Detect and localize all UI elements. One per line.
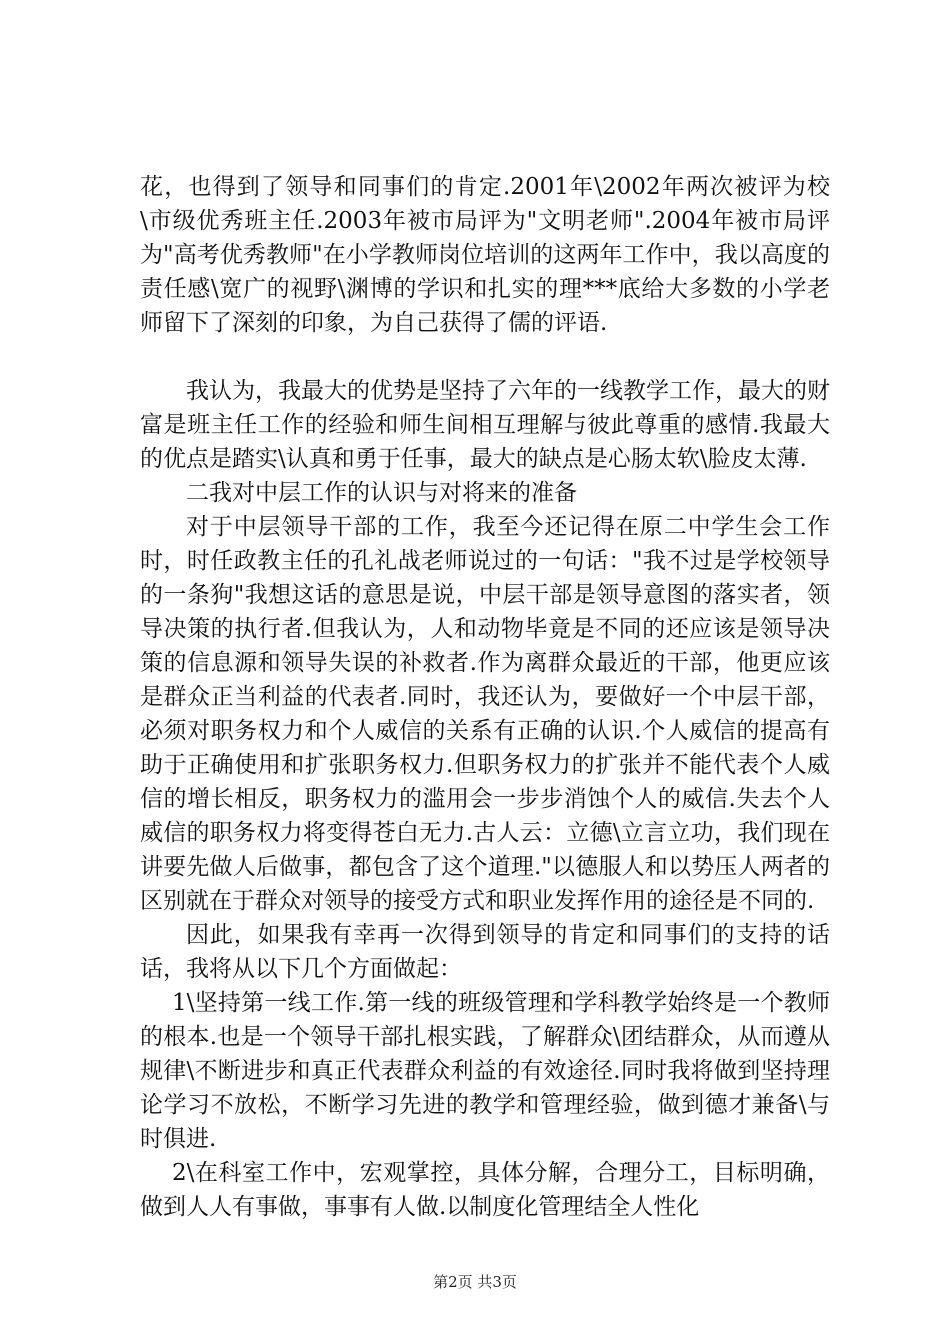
document-body bbox=[140, 170, 830, 1224]
paragraph-therefore: 因此，如果我有幸再一次得到领导的肯定和同事们的支持的话话，我将从以下几个方面做起： bbox=[140, 922, 830, 982]
paragraph-middle-management: 对于中层领导干部的工作，我至今还记得在原二中学生会工作时，时任政教主任的孔礼战老师说过的一句话："我不过是学校领导的一条狗"我想这话的意思是说，中层干部是领导意图的落实者，领导决策的执行者.但我认为，人和动物毕竟是不同的还应该是领导决策的信息源和领导失误的补救者.作为离群众最近的干部，他更应该是群众正当利益的代表者.同时，我还认为，要做好一个中层干部，必须对职务权力和个人威信的关系有正确的认识.个人威信的提高有助于正确使用和扩张职务权力.但职务权力的扩张并不能代表个人威信的增长相反，职务权力的滥用会一步步消蚀个人的威信.失去个人威信的职务权力将变得苍白无力.古人云：立德\立言立功，我们现在讲要先做人后做事，都包含了这个道理."以德服人和以势压人两者的区别就在于群众对领导的接受方式和职业发挥作用的途径是不同的. bbox=[140, 514, 830, 914]
page-number-footer: 第2页 共3页 bbox=[433, 1273, 517, 1291]
paragraph-continuation: 花，也得到了领导和同事们的肯定.2001年\2002年两次被评为校\市级优秀班主任.2003年被市局评为"文明老师".2004年被市局评为"高考优秀教师"在小学教师岗位培训的这两年工作中，我以高度的责任感\宽广的视野\渊博的学识和扎实的理***底给大多数的小学老师留下了深刻的印象，为自己获得了儒的评语. bbox=[140, 174, 830, 336]
list-item-2: 2\在科室工作中，宏观掌控，具体分解，合理分工，目标明确，做到人人有事做，事事有人做.以制度化管理结全人性化 bbox=[140, 1160, 830, 1220]
paragraph-strengths: 我认为，我最大的优势是坚持了六年的一线教学工作，最大的财富是班主任工作的经验和师生间相互理解与彼此尊重的感情.我最大的优点是踏实\认真和勇于任事，最大的缺点是心肠太软\脸皮太薄. bbox=[140, 378, 830, 472]
section-heading: 二我对中层工作的认识与对将来的准备 bbox=[186, 480, 577, 506]
list-item-1: 1\坚持第一线工作.第一线的班级管理和学科教学始终是一个教师的根本.也是一个领导干部扎根实践，了解群众\团结群众，从而遵从规律\不断进步和真正代表群众利益的有效途径.同时我将做到坚持理论学习不放松，不断学习先进的教学和管理经验，做到德才兼备\与时俱进. bbox=[140, 990, 830, 1152]
paragraph-gap bbox=[140, 340, 830, 374]
